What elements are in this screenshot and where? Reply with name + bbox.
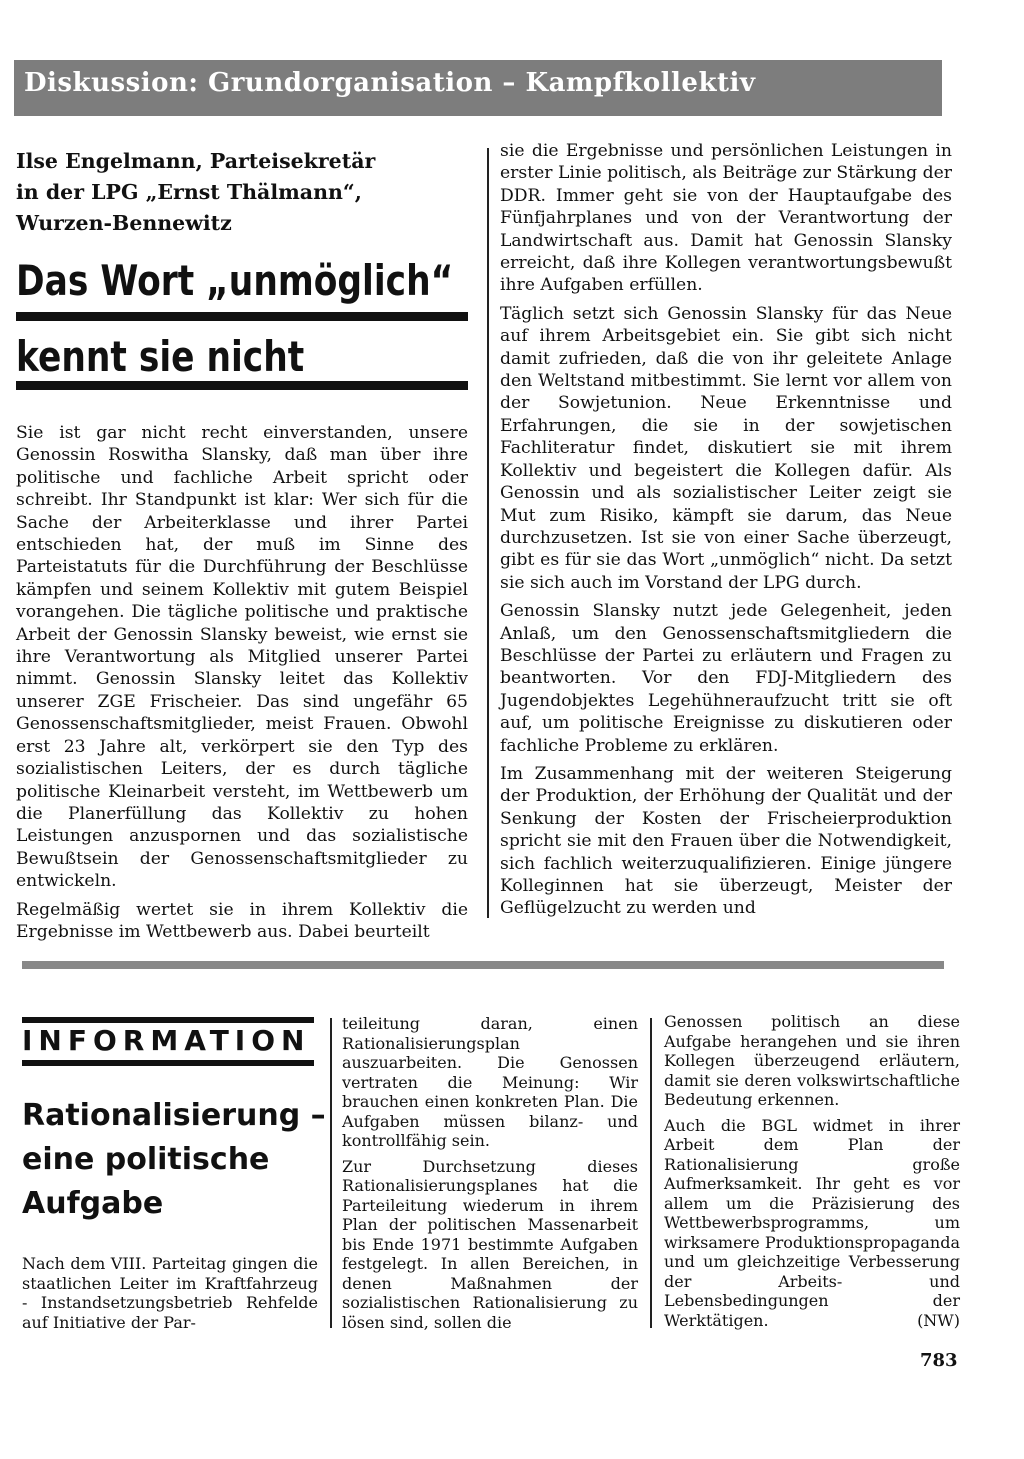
- headline-line-2: kennt sie nicht: [16, 332, 305, 381]
- paragraph: Täglich setzt sich Genossin Slansky für das Neue auf ihrem Arbeitsgebiet ein. Sie gibt sich nicht damit zufrieden, daß die von ihr geleitete Anlage den Weltstand mitbestimmt. Sie lernt vor allem von der Sowjetunion. Neue Erkenntnisse und Erfahrungen, die sie in der sowjetischen Fachliteratur findet, diskutiert sie mit ihrem Kollektiv und begeistert die Kollegen dafür. Als Genossin und als sozialistischer Leiter zeigt sie Mut zum Risiko, kämpft sie darum, das Neue durchzusetzen. Ist sie von einer Sache überzeugt, gibt es für sie das Wort „unmöglich“ nicht. Da setzt sie sich auch im Vorstand der LPG durch.: [500, 303, 952, 593]
- headline-line-1: Das Wort „unmöglich“: [16, 256, 454, 305]
- author-line: Ilse Engelmann, Parteisekretär: [16, 149, 376, 173]
- author-line: Wurzen-Bennewitz: [16, 211, 232, 235]
- author-line: in der LPG „Ernst Thälmann“,: [16, 180, 362, 204]
- info-label: INFORMATION: [22, 1024, 311, 1057]
- paragraph: Regelmäßig wertet sie in ihrem Kollektiv die Ergebnisse im Wettbewerb aus. Dabei beurteilt: [16, 899, 468, 942]
- section-banner: Diskussion: Grundorganisation – Kampfkollektiv: [14, 60, 942, 116]
- info-title: [22, 1094, 326, 1226]
- paragraph-text: Auch die BGL widmet in ihrer Arbeit dem Plan der Rationalisierung große Aufmerksamkeit. Ihr geht es vor allem um die Präzisierung des Wettbewerbsprogramms, um wirksamere Produktionspropaganda und um gleichzeitige Verbesserung der Arbeits- und Lebensbedingungen der Werktätigen.: [664, 1115, 960, 1330]
- column-divider: [650, 1018, 652, 1328]
- paragraph: Im Zusammenhang mit der weiteren Steigerung der Produktion, der Erhöhung der Qualität und der Senkung der Kosten der Frischeierproduktion spricht sie mit den Frauen über die Notwendigkeit, sich fachlich weiterzuqualifizieren. Einige jüngere Kolleginnen hat sie überzeugt, Meister der Geflügelzucht zu werden und: [500, 763, 952, 919]
- article-right-column: [500, 140, 952, 926]
- paragraph: Nach dem VIII. Parteitag gingen die staatlichen Leiter im Kraftfahrzeug - Instandsetzungsbetrieb Rehfelde auf Initiative der Par-: [22, 1254, 318, 1332]
- paragraph: sie die Ergebnisse und persönlichen Leistungen in erster Linie politisch, als Beiträge zur Stärkung der DDR. Immer geht sie von der Hauptaufgabe des Fünfjahrplanes und von der Verantwortung der Landwirtschaft aus. Damit hat Genossin Slansky erreicht, daß ihre Kollegen verantwortungsbewußt ihre Aufgaben erfüllen.: [500, 141, 952, 296]
- section-separator: [22, 961, 944, 969]
- author-byline: [16, 146, 466, 239]
- headline-rule: [16, 381, 468, 390]
- headline-rule: [16, 312, 468, 321]
- paragraph: teileitung daran, einen Rationalisierungsplan auszuarbeiten. Die Genossen vertraten die Meinung: Wir brauchen einen konkreten Plan. Die Aufgaben müssen bilanz- und kontrollfähig sein.: [342, 1014, 638, 1150]
- column-divider: [330, 1018, 332, 1328]
- info-title-line: eine politische: [22, 1142, 270, 1177]
- paragraph: Zur Durchsetzung dieses Rationalisierungsplanes hat die Parteileitung wiederum in ihrem Plan der politischen Massenarbeit bis Ende 1971 bestimmte Aufgaben festgelegt. In allen Bereichen, in denen Maßnahmen der sozialistischen Rationalisierung zu lösen sind, sollen die: [342, 1156, 638, 1332]
- column-divider: [487, 148, 489, 918]
- info-column-1: [22, 1254, 318, 1338]
- article-left-column: [16, 422, 468, 949]
- info-column-2: [342, 1014, 638, 1338]
- signature: (NW): [917, 1310, 960, 1330]
- info-title-line: Rationalisierung –: [22, 1098, 326, 1133]
- info-title-line: Aufgabe: [22, 1186, 164, 1221]
- info-rule: [22, 1060, 314, 1066]
- page-number: 783: [920, 1350, 958, 1371]
- info-column-3: [664, 1012, 960, 1336]
- paragraph: Genossen politisch an diese Aufgabe herangehen und sie ihren Kollegen überzeugend erläutern, damit sie deren volkswirtschaftliche Bedeutung erkennen.: [664, 1012, 960, 1109]
- paragraph: Genossin Slansky nutzt jede Gelegenheit, jeden Anlaß, um den Genossenschaftsmitgliedern die Beschlüsse der Partei zu erläutern und Fragen zu beantworten. Vor den FDJ-Mitgliedern des Jugendobjektes Legehühneraufzucht tritt sie oft auf, um politische Ereignisse zu diskutieren oder fachliche Probleme zu erklären.: [500, 601, 952, 756]
- paragraph: [664, 1116, 960, 1331]
- paragraph: Sie ist gar nicht recht einverstanden, unsere Genossin Roswitha Slansky, daß man über ihre politische und fachliche Arbeit spricht oder schreibt. Ihr Standpunkt ist klar: Wer sich für die Sache der Arbeiterklasse und ihrer Partei entschieden hat, der muß im Sinne des Parteistatuts für die Durchführung der Beschlüsse kämpfen und seinem Kollektiv mit gutem Beispiel vorangehen. Die tägliche politische und praktische Arbeit der Genossin Slansky beweist, wie ernst sie ihre Verantwortung als Mitglied unserer Partei nimmt. Genossin Slansky leitet das Kollektiv unserer ZGE Frischeier. Das sind ungefähr 65 Genossenschaftsmitglieder, meist Frauen. Obwohl erst 23 Jahre alt, verkörpert sie den Typ des sozialistischen Leiters, der es durch tägliche politische Kleinarbeit versteht, im Wettbewerb um die Planerfüllung das Kollektiv zu hohen Leistungen anzuspornen und das sozialistische Bewußtsein der Genossenschaftsmitglieder zu entwickeln.: [16, 423, 468, 892]
